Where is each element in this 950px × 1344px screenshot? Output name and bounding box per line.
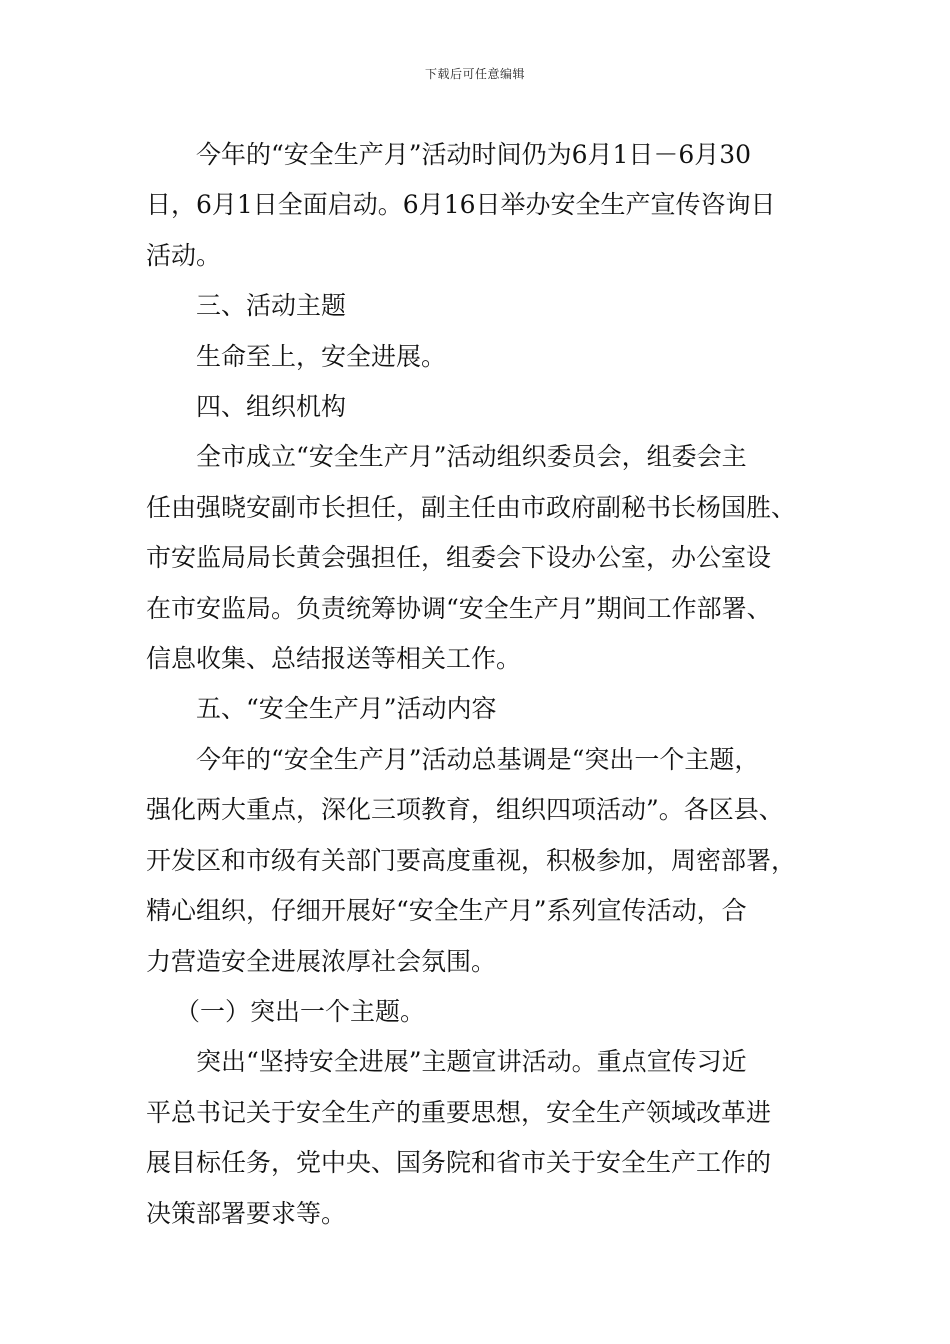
page-header-note: 下载后可任意编辑 bbox=[424, 67, 525, 81]
section-heading: 四、组织机构 bbox=[196, 392, 347, 422]
paragraph-line: 今年的“安全生产月”活动时间仍为6月1日－6月30 bbox=[196, 140, 752, 169]
paragraph-line: 展目标任务，党中央、国务院和省市关于安全生产工作的 bbox=[146, 1148, 772, 1178]
paragraph-line: 力营造安全进展浓厚社会氛围。 bbox=[146, 946, 497, 976]
paragraph-line: 强化两大重点，深化三项教育，组织四项活动”。各区县、 bbox=[146, 795, 784, 825]
paragraph-line: 在市安监局。负责统筹协调“安全生产月”期间工作部署、 bbox=[146, 593, 772, 623]
paragraph-line: 信息收集、总结报送等相关工作。 bbox=[146, 644, 522, 674]
paragraph-line: 生命至上，安全进展。 bbox=[196, 341, 447, 371]
section-heading: 五、“安全生产月”活动内容 bbox=[196, 694, 497, 724]
paragraph-line: 活动。 bbox=[146, 240, 222, 270]
paragraph-line: 平总书记关于安全生产的重要思想，安全生产领域改革进 bbox=[146, 1097, 772, 1127]
paragraph-line: 决策部署要求等。 bbox=[146, 1198, 347, 1228]
paragraph-line: 市安监局局长黄会强担任，组委会下设办公室，办公室设 bbox=[146, 543, 772, 573]
paragraph-line: 全市成立“安全生产月”活动组织委员会，组委会主 bbox=[196, 442, 747, 472]
paragraph-line: 精心组织，仔细开展好“安全生产月”系列宣传活动，合 bbox=[146, 896, 747, 926]
document-body bbox=[146, 130, 816, 1239]
paragraph-line: 任由强晓安副市长担任，副主任由市政府副秘书长杨国胜、 bbox=[146, 492, 797, 522]
paragraph-line: 今年的“安全生产月”活动总基调是“突出一个主题， bbox=[196, 744, 760, 774]
paragraph-line: 开发区和市级有关部门要高度重视，积极参加，周密部署， bbox=[146, 845, 797, 875]
paragraph-line: 突出“坚持安全进展”主题宣讲活动。重点宣传习近 bbox=[196, 1047, 747, 1077]
section-heading: 三、活动主题 bbox=[196, 291, 347, 321]
subsection-heading: （一）突出一个主题。 bbox=[175, 996, 426, 1026]
paragraph-line: 日，6月1日全面启动。6月16日举办安全生产宣传咨询日 bbox=[146, 190, 776, 220]
